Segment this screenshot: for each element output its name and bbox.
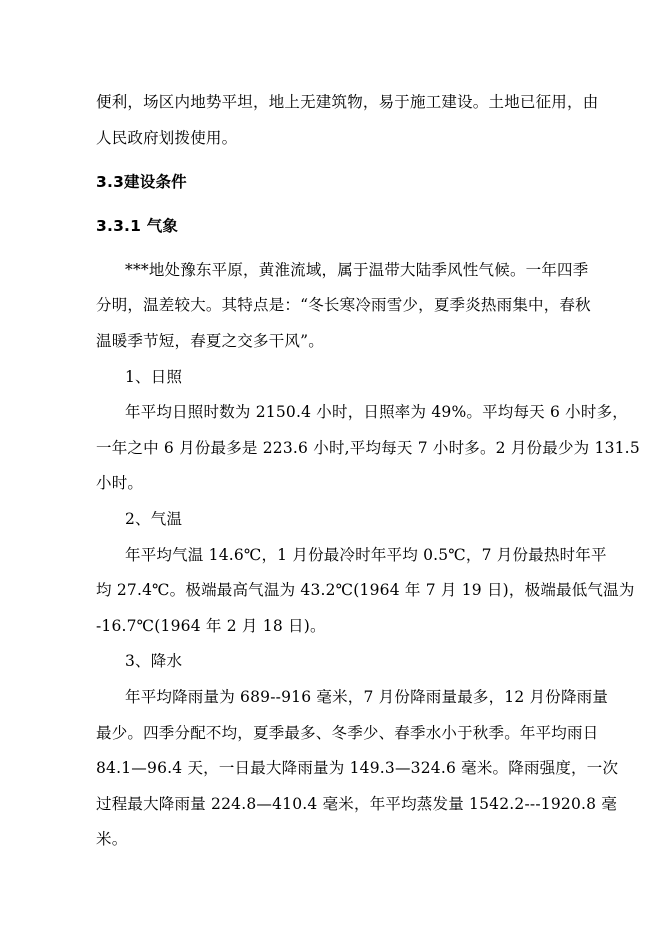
- temperature-line-1: 年平均气温 14.6℃，1 月份最冷时年平均 0.5℃，7 月份最热时年平: [125, 546, 607, 564]
- section-3-3-heading: 3.3建设条件: [96, 173, 187, 191]
- temperature-line-3: -16.7℃(1964 年 2 月 18 日)。: [96, 617, 326, 635]
- sunshine-line-3: 小时。: [96, 474, 144, 492]
- rainfall-line-2: 最少。四季分配不均，夏季最多、冬季少、春季水小于秋季。年平均雨日: [96, 724, 599, 742]
- intro-line-2: 人民政府划拨使用。: [96, 129, 238, 147]
- rainfall-subheading: 3、降水: [125, 652, 183, 670]
- climate-line-1: ***地处豫东平原，黄淮流域，属于温带大陆季风性气候。一年四季: [125, 261, 589, 279]
- rainfall-line-5: 米。: [96, 830, 128, 848]
- sunshine-line-2: 一年之中 6 月份最多是 223.6 小时,平均每天 7 小时多。2 月份最少为 131.5: [96, 439, 640, 457]
- temperature-subheading: 2、气温: [125, 510, 183, 528]
- section-3-3-1-heading: 3.3.1 气象: [96, 217, 179, 235]
- temperature-line-2: 均 27.4℃。极端最高气温为 43.2℃(1964 年 7 月 19 日)，极端最低气温为: [96, 581, 635, 599]
- rainfall-line-3: 84.1—96.4 天，一日最大降雨量为 149.3—324.6 毫米。降雨强度，一次: [96, 759, 619, 777]
- rainfall-line-4: 过程最大降雨量 224.8—410.4 毫米，年平均蒸发量 1542.2---1920.8 毫: [96, 795, 618, 813]
- sunshine-subheading: 1、日照: [125, 368, 183, 386]
- rainfall-line-1: 年平均降雨量为 689--916 毫米，7 月份降雨量最多，12 月份降雨量: [125, 688, 609, 706]
- sunshine-line-1: 年平均日照时数为 2150.4 小时，日照率为 49%。平均每天 6 小时多，: [125, 403, 628, 421]
- intro-line-1: 便利，场区内地势平坦，地上无建筑物，易于施工建设。土地已征用，由: [96, 93, 599, 111]
- climate-line-3: 温暖季节短，春夏之交多干风”。: [96, 332, 324, 350]
- climate-line-2: 分明，温差较大。其特点是：“冬长寒冷雨雪少，夏季炎热雨集中，春秋: [96, 296, 591, 314]
